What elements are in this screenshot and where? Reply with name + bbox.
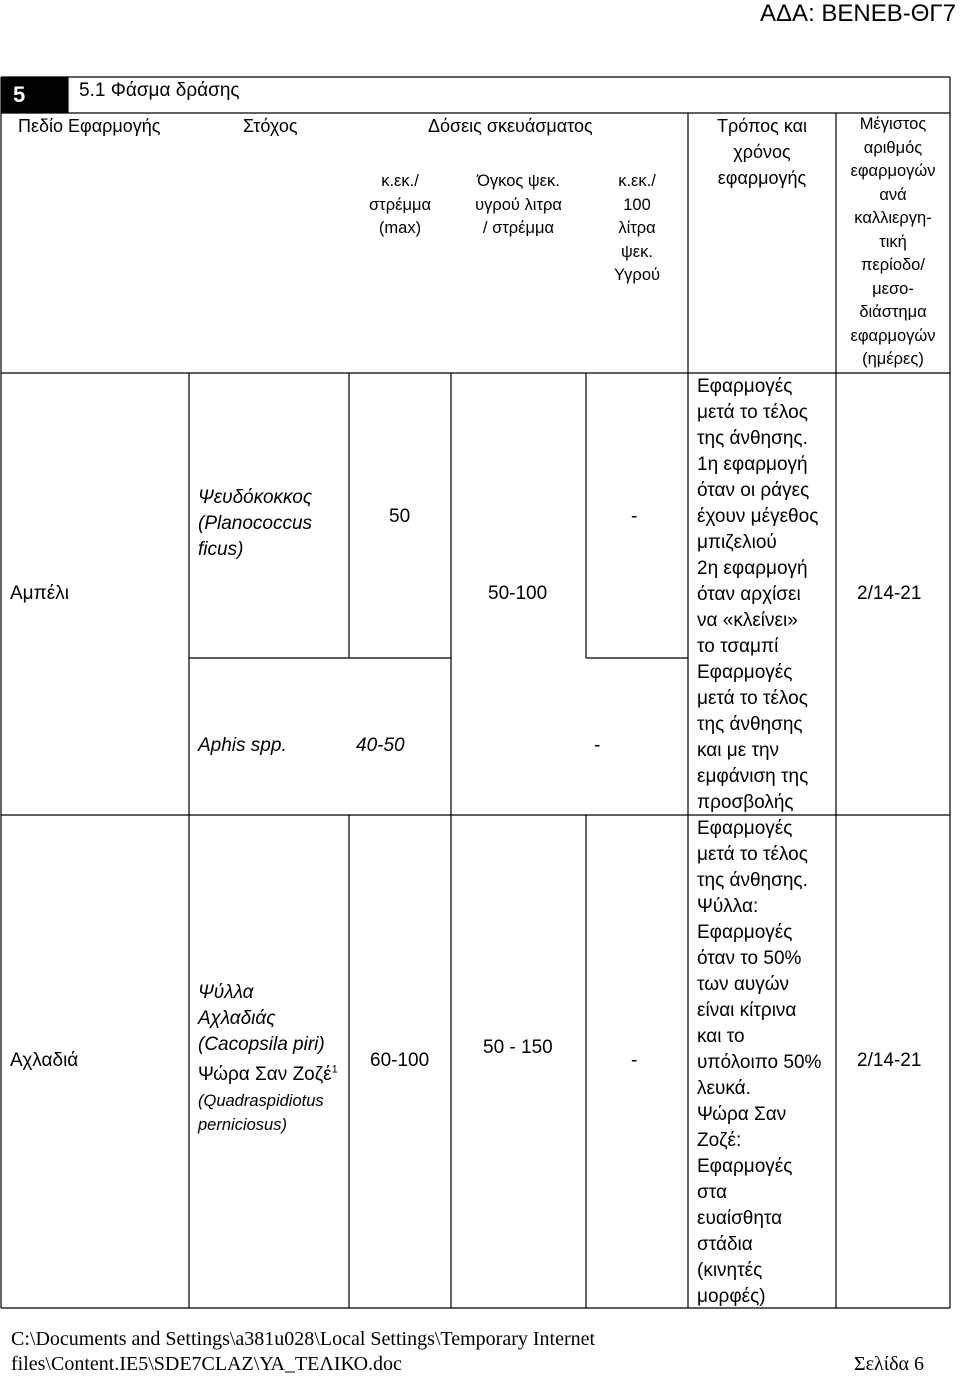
footer-path-line1: C:\Documents and Settings\a381u028\Local Settings\Temporary Internet xyxy=(11,1328,596,1350)
pear-dose: 60-100 xyxy=(370,1050,430,1071)
pear-target-scale: Ψώρα Σαν Ζοζέ$^1$ xyxy=(198,1063,338,1085)
vine-target-planococcus: Ψευδόκοκκος (Planococcus ficus) xyxy=(198,487,313,560)
pear-target-quadraspidiotus: (Quadraspidiotus perniciosus) xyxy=(198,1092,324,1134)
pear-method: Εφαρμογές μετά το τέλος της άνθησης. Ψύλλα: Εφαρμογές όταν το 50% των αυγών είναι κίτρινα και το υπόλοιπο 50% λευκά. Ψώρα Σαν Ζοζέ: Εφαρμογές στα ευαίσθητα στάδια (κινητές μορφές) xyxy=(697,818,822,1307)
col-method-header: Τρόπος και χρόνος εφαρμογής xyxy=(716,116,808,188)
pear-max-apps: 2/14-21 xyxy=(857,1050,922,1071)
page-number: Σελίδα 6 xyxy=(853,1353,924,1375)
vine-target2-dose100: - xyxy=(594,735,601,756)
footnote-marker: 1 xyxy=(331,1063,338,1076)
pear-dose100: - xyxy=(631,1050,638,1071)
section-number: 5 xyxy=(1,77,68,113)
col-doses-header: Δόσεις σκευάσματος xyxy=(428,116,593,136)
vine-method: Εφαρμογές μετά το τέλος της άνθησης. 1η εφαρμογή όταν οι ράγες έχουν μέγεθος μπιζελιού 2η εφαρμογή όταν αρχίσει να «κλείνει» το τσαμπί Εφαρμογές μετά το τέλος της άνθησης και με την εμφάνιση της προσβολής xyxy=(697,376,819,813)
vine-target-aphis: Aphis spp. xyxy=(198,735,287,756)
vine-target2-dose: 40-50 xyxy=(356,735,405,756)
col-max-apps-header: Μέγιστος αριθμός εφαρμογών ανά καλλιεργη- τική περίοδο/ μεσο- διάστημα εφαρμογών (ημέρες) xyxy=(850,115,936,368)
pear-spray-volume: 50 - 150 xyxy=(483,1037,553,1058)
col-field-header: Πεδίο Εφαρμογής xyxy=(18,116,161,136)
col-spray-volume-header: Όγκος ψεκ. υγρού λιτρα / στρέμμα xyxy=(475,172,562,237)
ada-code: ΑΔΑ: ΒΕΝΕΒ-ΘΓ7 xyxy=(760,0,956,27)
col-dose-per-100l-header: κ.εκ./ 100 λίτρα ψεκ. Υγρού xyxy=(613,172,661,284)
col-target-header: Στόχος xyxy=(243,116,298,136)
vine-field: Αμπέλι xyxy=(10,583,69,604)
vine-target1-dose: 50 xyxy=(389,506,411,527)
pear-field: Αχλαδιά xyxy=(10,1050,79,1071)
vine-target1-dose100: - xyxy=(631,506,638,527)
col-dose-per-stremma-header: κ.εκ./ στρέμμα (max) xyxy=(369,172,431,237)
vine-spray-volume: 50-100 xyxy=(488,583,548,604)
footer-path-line2: files\Content.IE5\SDE7CLAZ\ΥΑ_ΤΕΛΙΚΟ.doc xyxy=(11,1353,402,1375)
pear-target-psylla: Ψύλλα Αχλαδιάς (Cacopsila piri) xyxy=(198,982,325,1055)
section-title: 5.1 Φάσμα δράσης xyxy=(79,80,240,101)
vine-max-apps: 2/14-21 xyxy=(857,583,922,604)
